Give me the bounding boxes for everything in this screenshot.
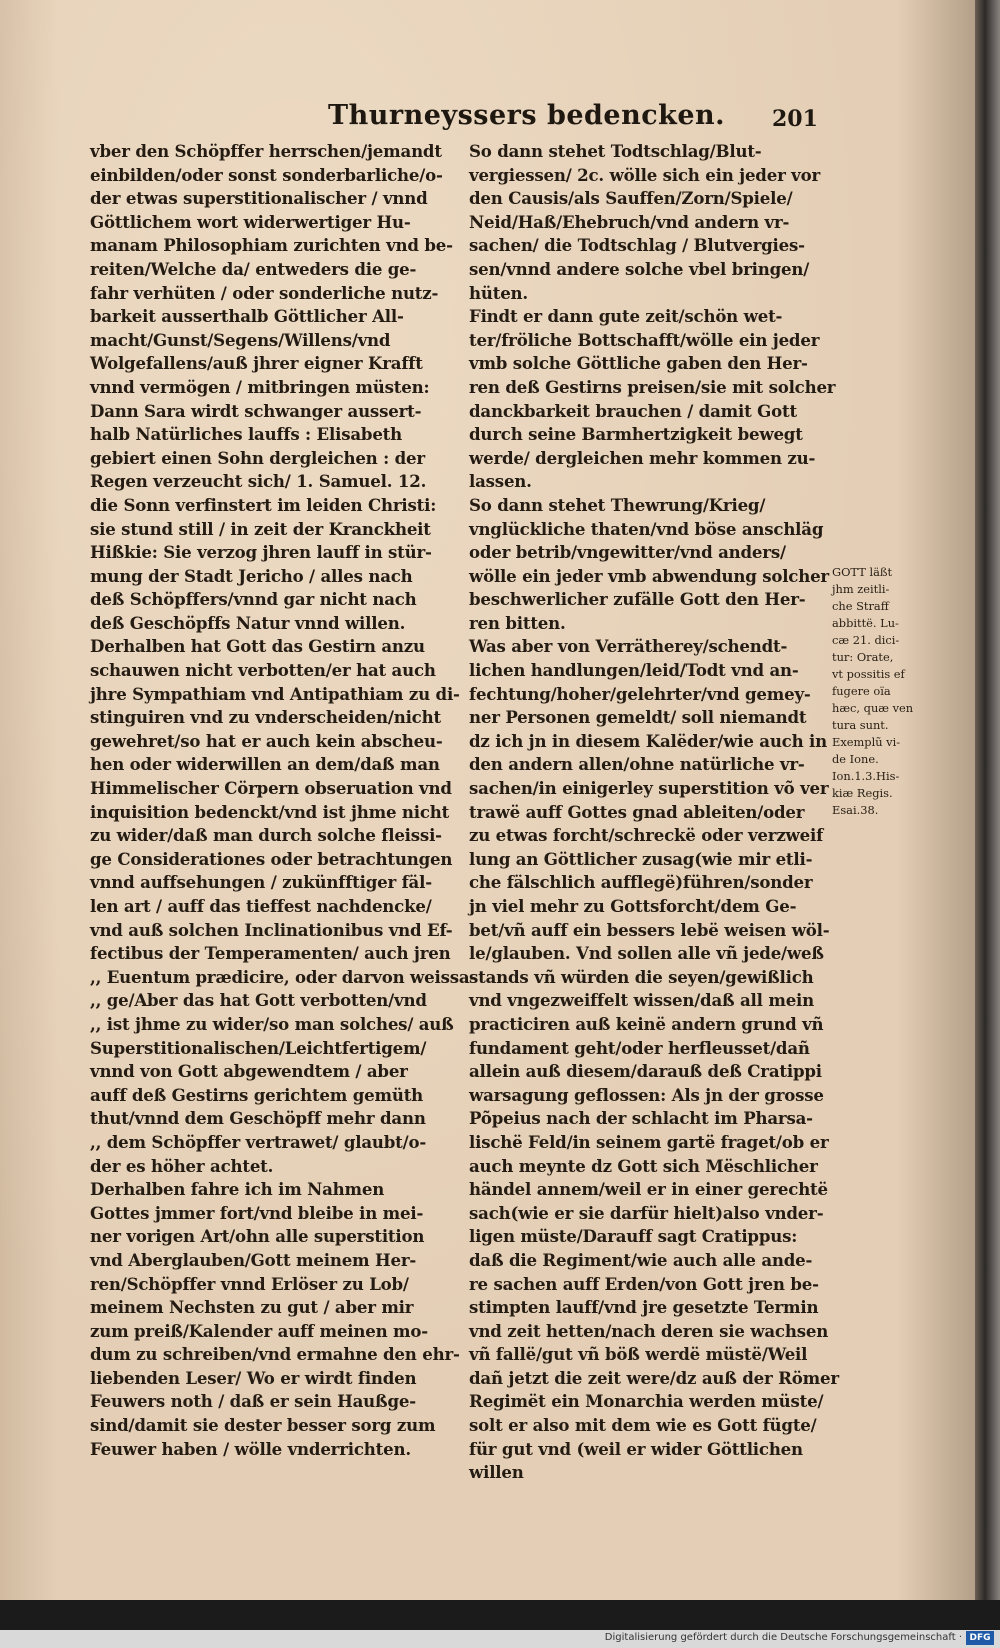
text-line: ligen müste/Darauff sagt Cratippus: [469,1226,798,1247]
text-line: den andern allen/ohne natürliche vr- [469,754,805,775]
text-line: vber den Schöpffer herrschen/jemandt [90,141,442,161]
text-line: danckbarkeit brauchen / damit Gott [469,400,797,421]
text-line: sach(wie er sie darfür hielt)also vnder- [469,1202,824,1223]
text-line: Derhalben fahre ich im Nahmen [90,1179,385,1200]
text-line: barkeit ausserthalb Göttlicher All- [90,306,404,327]
text-line: die Sonn verfinstert im leiden Christi: [90,494,437,515]
text-line: len art / auff das tieffest nachdencke/ [90,896,432,916]
text-line: fechtung/hoher/gelehrter/vnd gemey- [469,683,811,704]
text-line: Superstitionalischen/Leichtfertigem/ [90,1037,427,1058]
text-line: halb Natürliches lauffs : Elisabeth [90,424,403,445]
text-line: sind/damit sie dester besser sorg zum [90,1415,436,1436]
text-line: gewehret/so hat er auch kein abscheu- [90,730,443,751]
digitization-credit: Digitalisierung gefördert durch die Deutsche Forschungsgemeinschaft · [604,1632,962,1643]
text-line: sen/vnnd andere solche vbel bringen/ [469,258,810,279]
text-line: tura sunt. [832,718,889,732]
text-line: vnnd vermögen / mitbringen müsten: [90,376,430,397]
text-line: abbittë. Lu- [832,616,899,630]
text-line: ge Considerationes oder betrachtungen [90,848,453,869]
text-line: zum preiß/Kalender auff meinen mo- [90,1320,428,1341]
text-line: macht/Gunst/Segens/Willens/vnd [90,329,391,350]
text-line: stands vñ würden die seyen/gewißlich [469,966,814,987]
text-line: gebiert einen Sohn dergleichen : der [90,447,425,468]
text-line: re sachen auff Erden/von Gott jren be- [469,1273,819,1294]
text-line: dañ jetzt die zeit were/dz auß der Römer [469,1367,839,1388]
text-line: händel annem/weil er in einer gerechtë [469,1179,828,1200]
text-line: Feuwer haben / wölle vnderrichten. [90,1438,411,1459]
text-line: lichen handlungen/leid/Todt vnd an- [469,660,799,681]
text-line: lassen. [469,471,532,492]
text-line: dum zu schreiben/vnd ermahne den ehr- [90,1344,460,1365]
text-line: auff deß Gestirns gerichtem gemüth [90,1084,424,1105]
dfg-logo: DFG [966,1631,994,1645]
text-line: deß Geschöpffs Natur vnnd willen. [90,612,406,633]
text-line: vnnd auffsehungen / zukünfftiger fäl- [90,872,432,893]
text-line: stimpten lauff/vnd jre gesetzte Termin [469,1297,819,1318]
text-line: hen oder widerwillen an dem/daß man [90,754,440,775]
text-line: zu etwas forcht/schreckë oder verzweif [469,825,824,846]
text-line: solt er also mit dem wie es Gott fügte/ [469,1415,817,1436]
text-line: liebenden Leser/ Wo er wirdt finden [90,1367,417,1388]
text-line: reiten/Welche da/ entweders die ge- [90,258,417,279]
text-line: So dann stehet Thewrung/Krieg/ [469,494,766,515]
text-line: den Causis/als Sauffen/Zorn/Spiele/ [469,188,793,209]
text-line: für gut vnd (weil er wider Göttlichen [469,1438,803,1459]
text-line: fahr verhüten / oder sonderliche nutz- [90,282,439,303]
text-line: Feuwers noth / daß er sein Haußge- [90,1391,416,1412]
book-spine [975,0,1000,1600]
text-line: auch meynte dz Gott sich Mëschlicher [469,1155,818,1176]
text-line: jn viel mehr zu Gottsforcht/dem Ge- [469,896,797,916]
text-line: ren bitten. [469,612,566,633]
text-line: einbilden/oder sonst sonderbarliche/o- [90,164,443,185]
right-text-column [469,140,839,1485]
text-line: ren deß Gestirns preisen/sie mit solcher [469,376,836,397]
text-line: Exemplũ vi- [832,735,901,749]
text-line: dz ich jn in diesem Kalëder/wie auch in [469,730,827,751]
text-line: thut/vnnd dem Geschöpff mehr dann [90,1108,426,1129]
text-line: der etwas superstitionalischer / vnnd [90,188,428,209]
text-line: ,, ge/Aber das hat Gott verbotten/vnd [90,990,427,1011]
text-line: werde/ dergleichen mehr kommen zu- [469,447,816,468]
text-line: Gottes jmmer fort/vnd bleibe in mei- [90,1202,424,1223]
text-line: manam Philosophiam zurichten vnd be- [90,235,453,256]
left-text-column [90,140,477,1461]
text-line: jhre Sympathiam vnd Antipathiam zu di- [90,683,460,704]
text-line: vnnd von Gott abgewendtem / aber [90,1061,408,1082]
text-line: bet/vñ auff ein bessers lebë weisen wöl- [469,919,830,940]
text-line: vnd vngezweiffelt wissen/daß all mein [469,990,815,1011]
text-line: hüten. [469,282,528,303]
text-line: vnd zeit hetten/nach deren sie wachsen [469,1320,829,1341]
text-line: stinguiren vnd zu vnderscheiden/nicht [90,707,441,728]
text-line: Esai.38. [832,803,879,817]
text-line: jhm zeitli- [832,582,890,596]
text-line: Göttlichem wort widerwertiger Hu- [90,211,411,232]
text-line: che Straff [832,599,889,613]
text-line: Findt er dann gute zeit/schön wet- [469,306,783,327]
text-line: cæ 21. dici- [832,633,900,647]
text-line: So dann stehet Todtschlag/Blut- [469,141,762,161]
text-line: Neid/Haß/Ehebruch/vnd andern vr- [469,211,790,232]
text-line: ter/fröliche Bottschafft/wölle ein jeder [469,329,820,350]
text-line: vnd Aberglauben/Gott meinem Her- [90,1249,417,1270]
text-line: durch seine Barmhertzigkeit bewegt [469,424,803,445]
text-line: fectibus der Temperamenten/ auch jren [90,943,451,964]
text-line: kiæ Regis. [832,786,893,800]
text-line: oder betrib/vngewitter/vnd anders/ [469,542,786,563]
text-line: hæc, quæ ven [832,701,914,715]
text-line: practiciren auß keinë andern grund vñ [469,1013,824,1034]
text-line: ,, dem Schöpffer vertrawet/ glaubt/o- [90,1131,427,1152]
text-line: schauwen nicht verbotten/er hat auch [90,660,436,681]
text-line: vnglückliche thaten/vnd böse anschläg [469,518,824,539]
text-line: GOTT läßt [832,565,893,579]
text-line: che fälschlich aufflegë)führen/sonder [469,872,813,893]
text-line: Hißkie: Sie verzog jhren lauff in stür- [90,542,432,563]
text-line: sie stund still / in zeit der Kranckheit [90,518,431,539]
text-line: Põpeius nach der schlacht im Pharsa- [469,1108,813,1129]
margin-note [832,564,914,819]
text-line: vt possitis ef [832,667,905,681]
text-line: de Ione. [832,752,879,766]
text-line: Dann Sara wirdt schwanger aussert- [90,400,422,421]
text-line: willen [469,1462,524,1483]
text-line: allein auß diesem/darauß deß Cratippi [469,1061,822,1082]
text-line: inquisition bedenckt/vnd ist jhme nicht [90,801,450,822]
text-line: wölle ein jeder vmb abwendung solcher [469,565,829,586]
text-line: Derhalben hat Gott das Gestirn anzu [90,636,425,657]
text-line: fugere oïa [832,684,891,698]
text-line: vergiessen/ 2c. wölle sich ein jeder vor [469,164,821,185]
text-line: sachen/in einigerley superstition võ ver [469,778,829,799]
text-line: ,, ist jhme zu wider/so man solches/ auß [90,1013,454,1034]
text-line: tur: Orate, [832,650,894,664]
text-line: ,, Euentum prædicire, oder darvon weissa- [90,966,477,987]
text-line: Himmelischer Cörpern obseruation vnd [90,778,452,799]
text-line: warsagung geflossen: Als jn der grosse [469,1084,824,1105]
running-title: Thurneyssers bedencken. [328,100,726,131]
text-line: Regen verzeucht sich/ 1. Samuel. 12. [90,471,427,492]
text-line: ner Personen gemeldt/ soll niemandt [469,707,807,728]
text-line: Regimët ein Monarchia werden müste/ [469,1391,824,1412]
text-line: Wolgefallens/auß jhrer eigner Krafft [90,353,423,374]
text-line: der es höher achtet. [90,1155,274,1176]
text-line: zu wider/daß man durch solche fleissi- [90,825,442,846]
text-line: fundament geht/oder herfleusset/dañ [469,1037,810,1058]
text-line: meinem Nechsten zu gut / aber mir [90,1297,414,1318]
text-line: ner vorigen Art/ohn alle superstition [90,1226,425,1247]
text-line: lischë Feld/in seinem gartë fraget/ob er [469,1131,829,1152]
page-number: 201 [772,106,818,132]
text-line: vmb solche Göttliche gaben den Her- [469,353,808,374]
text-line: mung der Stadt Jericho / alles nach [90,565,413,586]
text-line: lung an Göttlicher zusag(wie mir etli- [469,848,813,869]
text-line: sachen/ die Todtschlag / Blutvergies- [469,235,805,256]
text-line: deß Schöpffers/vnnd gar nicht nach [90,589,417,610]
text-line: Ion.1.3.His- [832,769,900,783]
text-line: daß die Regiment/wie auch alle ande- [469,1249,813,1270]
text-line: vnd auß solchen Inclinationibus vnd Ef- [90,919,453,940]
text-line: Was aber von Verrätherey/schendt- [469,636,788,657]
text-line: beschwerlicher zufälle Gott den Her- [469,589,806,610]
scan-bottom-edge [0,1600,1000,1630]
text-line: le/glauben. Vnd sollen alle vñ jede/weß [469,943,824,964]
text-line: ren/Schöpffer vnnd Erlöser zu Lob/ [90,1273,409,1294]
text-line: vñ fallë/gut vñ böß werdë müstë/Weil [469,1344,808,1365]
text-line: trawë auff Gottes gnad ableiten/oder [469,801,805,822]
